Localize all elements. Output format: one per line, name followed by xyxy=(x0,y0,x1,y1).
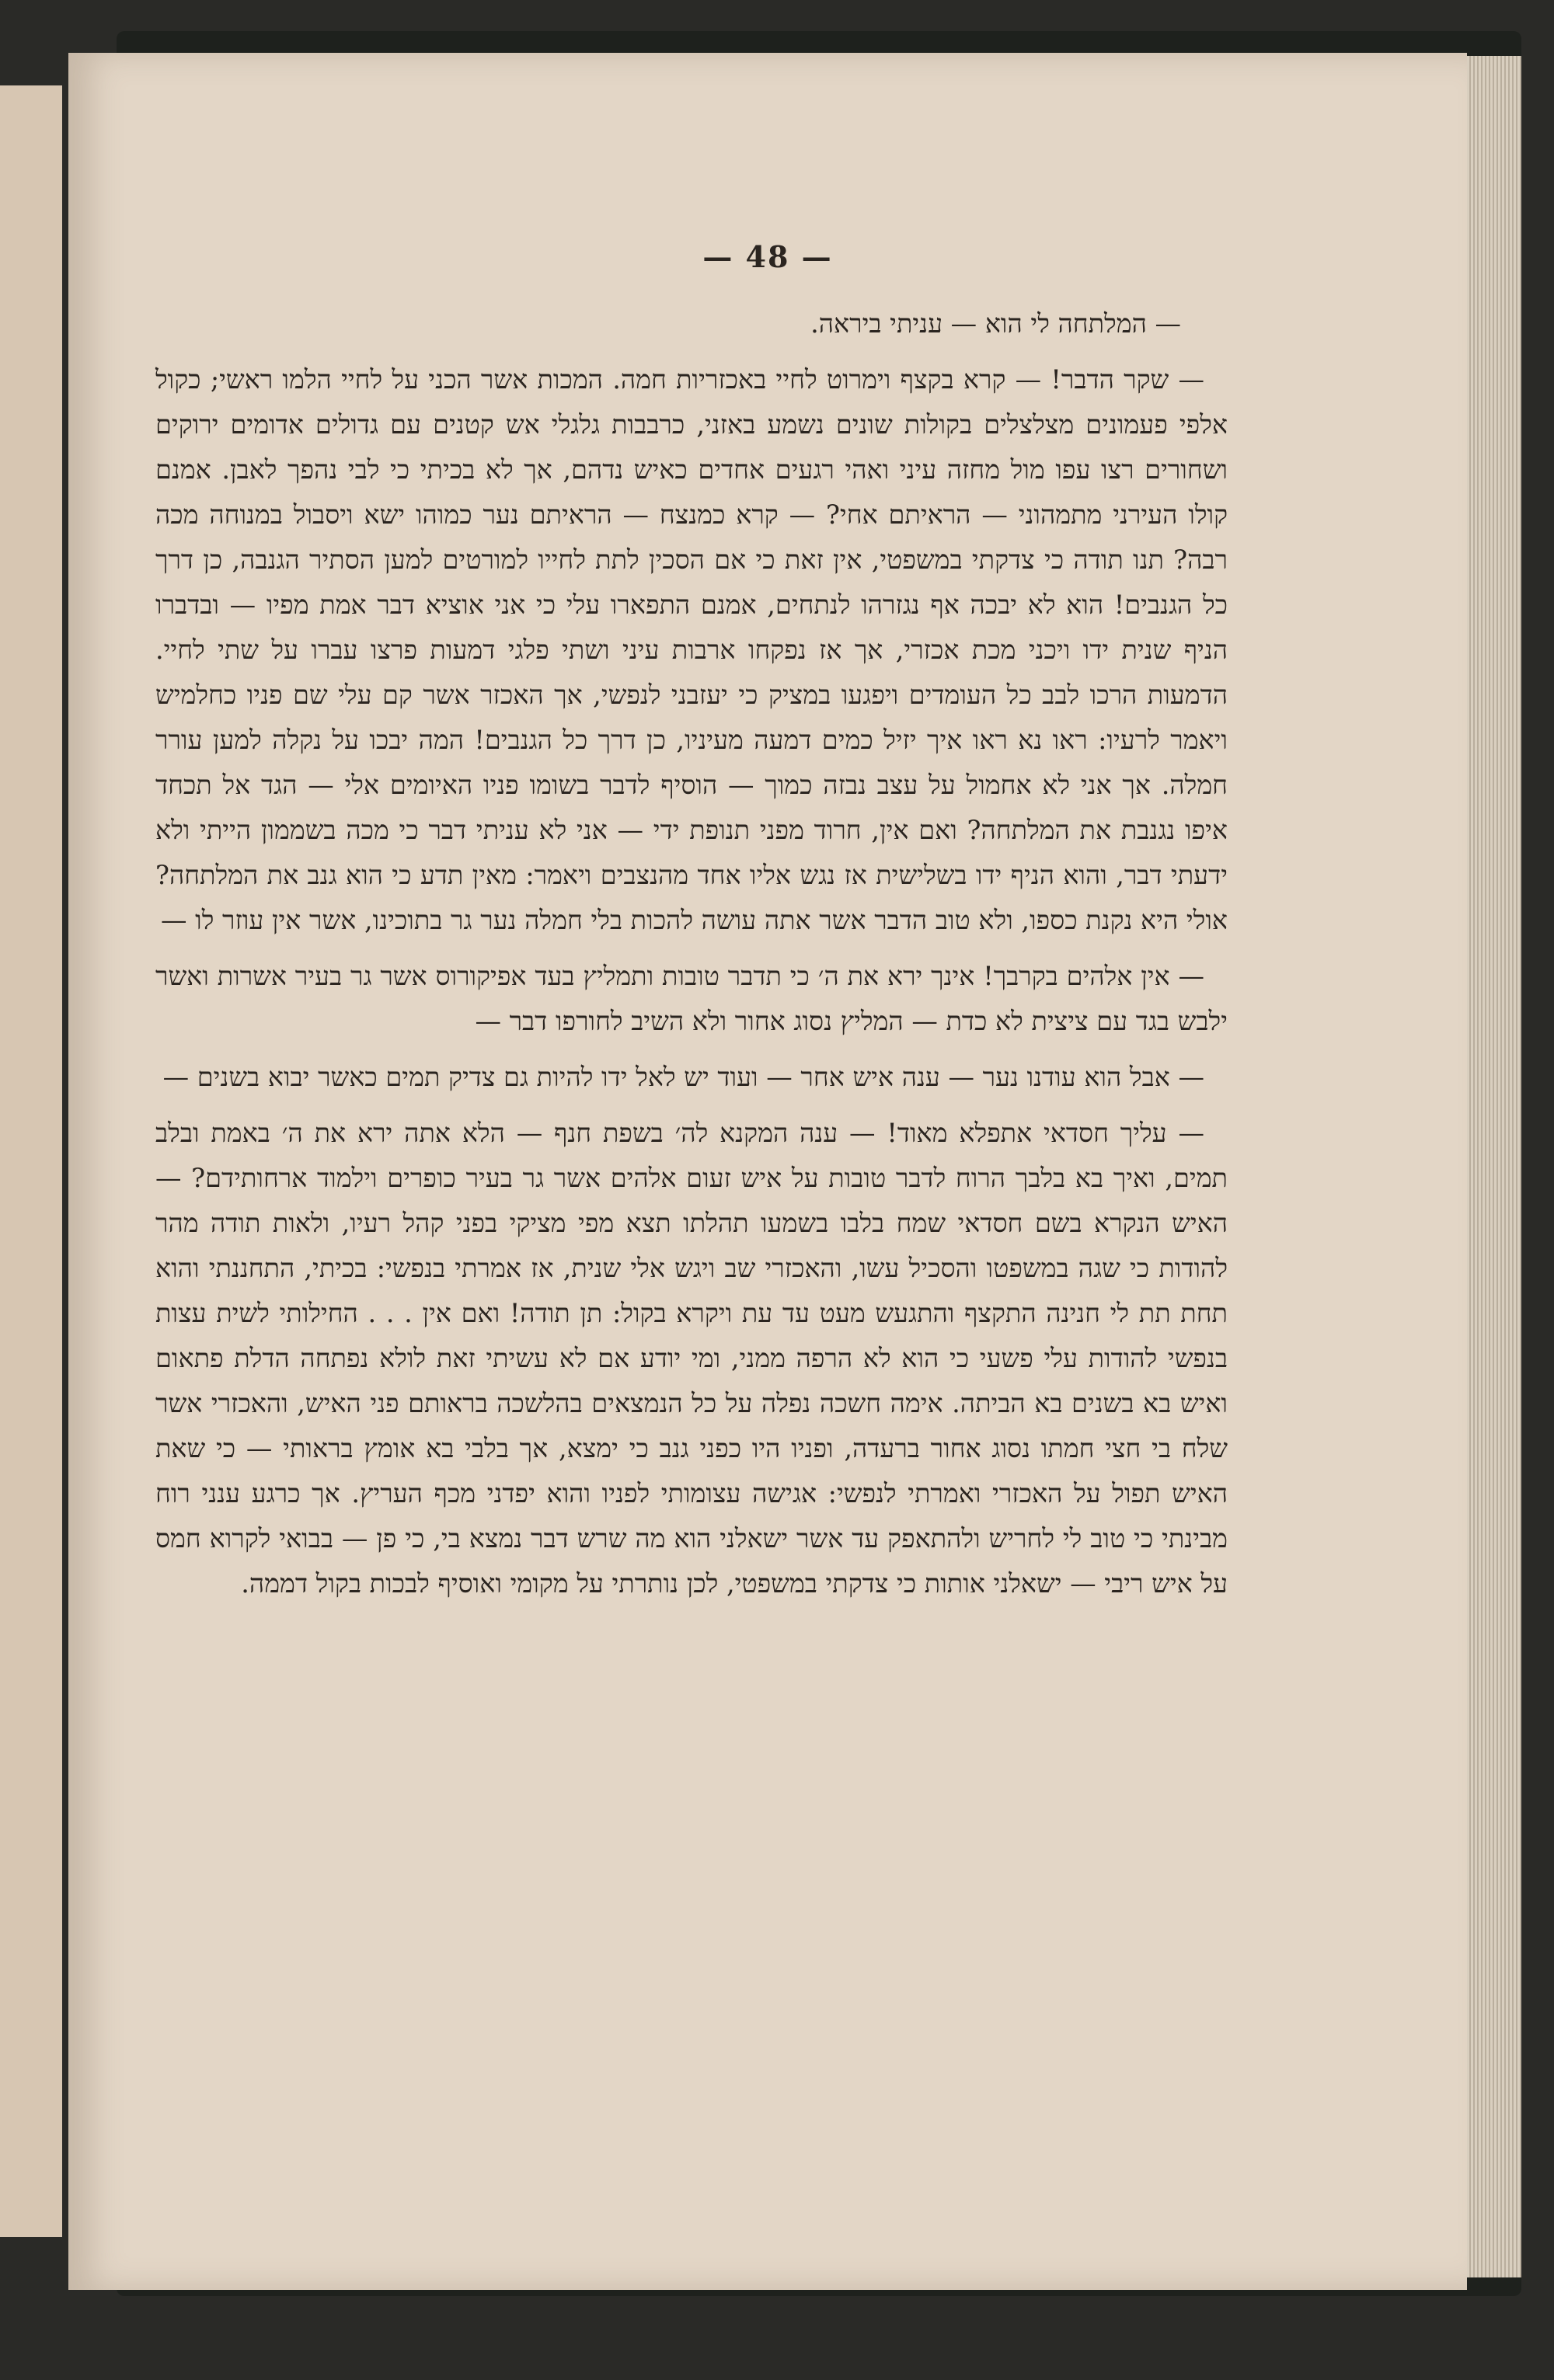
paragraph: — שקר הדבר! — קרא בקצף וימרוט לחיי באכזריות חמה. המכות אשר הכני על לחיי הלמו ראשי; כקול אלפי פעמונים מצלצלים בקולות שונים נשמע באזני, כרבבות גלגלי אש קטנים עם גדולים אדומים ירוקים ושחורים רצו עפו מול מחזה עיני ואהי רגעים אחדים כאיש נדהם, אך לא בכיתי כי לבי נהפך לאבן. אמנם קולו העירני מתמהוני — הראיתם אחי? — קרא כמנצח — הראיתם נער כמוהו ישא ויסבול במנוחה מכה רבה? תנו תודה כי צדקתי במשפטי, אין זאת כי אם הסכין לתת לחייו למורטים למען הסתיר הגנבה, כן דרך כל הגנבים! הוא לא יבכה אף נגזרהו לנתחים, אמנם התפארו עלי כי אני אוציא דבר אמת מפיו — ובדברו הניף שנית ידו ויכני מכת אכזרי, אך אז נפקחו ארבות עיני ושתי פלגי דמעות פרצו עברו על שתי לחיי. הדמעות הרכו לבב כל העומדים ויפגעו במציק כי יעזבני לנפשי, אך האכזר אשר קם עלי שם פניו כחלמיש ויאמר לרעיו: ראו נא ראו איך יזיל כמים דמעה מעיניו, כן דרך כל הגנבים! המה יבכו על נקלה למען עורר חמלה. אך אני לא אחמול על עצב נבזה כמוך — הוסיף לדבר בשומו פניו האיומים אלי — הגד אל תכחד איפו נגנבת את המלתחה? ואם אין, חרוד מפני תנופת ידי — אני לא עניתי דבר כי מכה בשממון הייתי ולא ידעתי דבר, והוא הניף ידו בשלישית אז נגש אליו אחד מהנצבים ויאמר: מאין תדע כי הוא גנב את המלתחה? אולי היא נקנת כספו, ולא טוב הדבר אשר אתה עושה להכות בלי חמלה נער גר בתוכינו, אשר אין עוזר לו — xyxy=(155,364,1228,935)
page-edges xyxy=(1467,56,1521,2277)
paragraph: — אבל הוא עודנו נער — ענה איש אחר — ועוד יש לאל ידו להיות גם צדיק תמים כאשר יבוא בשנים — xyxy=(162,1062,1204,1092)
paragraph: — המלתחה לי הוא — עניתי ביראה. xyxy=(810,308,1181,339)
page-text xyxy=(155,301,1228,1617)
book-page xyxy=(68,53,1467,2290)
page-number: — 48 — xyxy=(702,239,833,274)
paragraph: — אין אלהים בקרבך! אינך ירא את ה׳ כי תדבר טובות ותמליץ בעד אפיקורוס אשר גר בעיר אשרות ואשר ילבש בגד עם ציצית לא כדת — המליץ נסוג אחור ולא השיב לחורפו דבר — xyxy=(155,961,1228,1036)
facing-page-edge xyxy=(0,85,62,2237)
paragraph: — עליך חסדאי אתפלא מאוד! — ענה המקנא לה׳ בשפת חנף — הלא אתה ירא את ה׳ באמת ובלב תמים, ואיך בא בלבך הרוח לדבר טובות על איש זעום אלהים אשר גר בעיר כופרים וילמוד ארחותידם? — האיש הנקרא בשם חסדאי שמח בלבו בשמעו תהלתו תצא מפי מציקי בפני קהל רעיו, ולאות תודה מהר להודות כי שגה במשפטו והסכיל עשו, והאכזרי שב ויגש אלי שנית, אז אמרתי בנפשי: בכיתי, התחננתי והוא תחת תת לי חנינה התקצף והתגעש מעט עד עת ויקרא בקול: תן תודה! ואם אין . . . החילותי לשית עצות בנפשי להודות עלי פשעי כי הוא לא הרפה ממני, ומי יודע אם לא עשיתי זאת לולא נפתחה הדלת פתאום ואיש בא בשנים בא הביתה. אימה חשכה נפלה על כל הנמצאים בהלשכה בראותם פני האיש, והאכזרי אשר שלח בי חצי חמתו נסוג אחור ברעדה, ופניו היו כפני גנב כי ימצא, אך בלבי בא אומץ בראותי — כי שאת האיש תפול על האכזרי ואמרתי לנפשי: אגישה עצומותי לפניו והוא יפדני מכף העריץ. אך כרגע ענני רוח מבינתי כי טוב לי לחריש ולהתאפק עד אשר ישאלני הוא מה שרש דבר נמצא בי, כי פן — בבואי לקרוא חמס על איש ריבי — ישאלני אותות כי צדקתי במשפטי, לכן נותרתי על מקומי ואוסיף לבכות בקול דממה. xyxy=(155,1118,1228,1599)
